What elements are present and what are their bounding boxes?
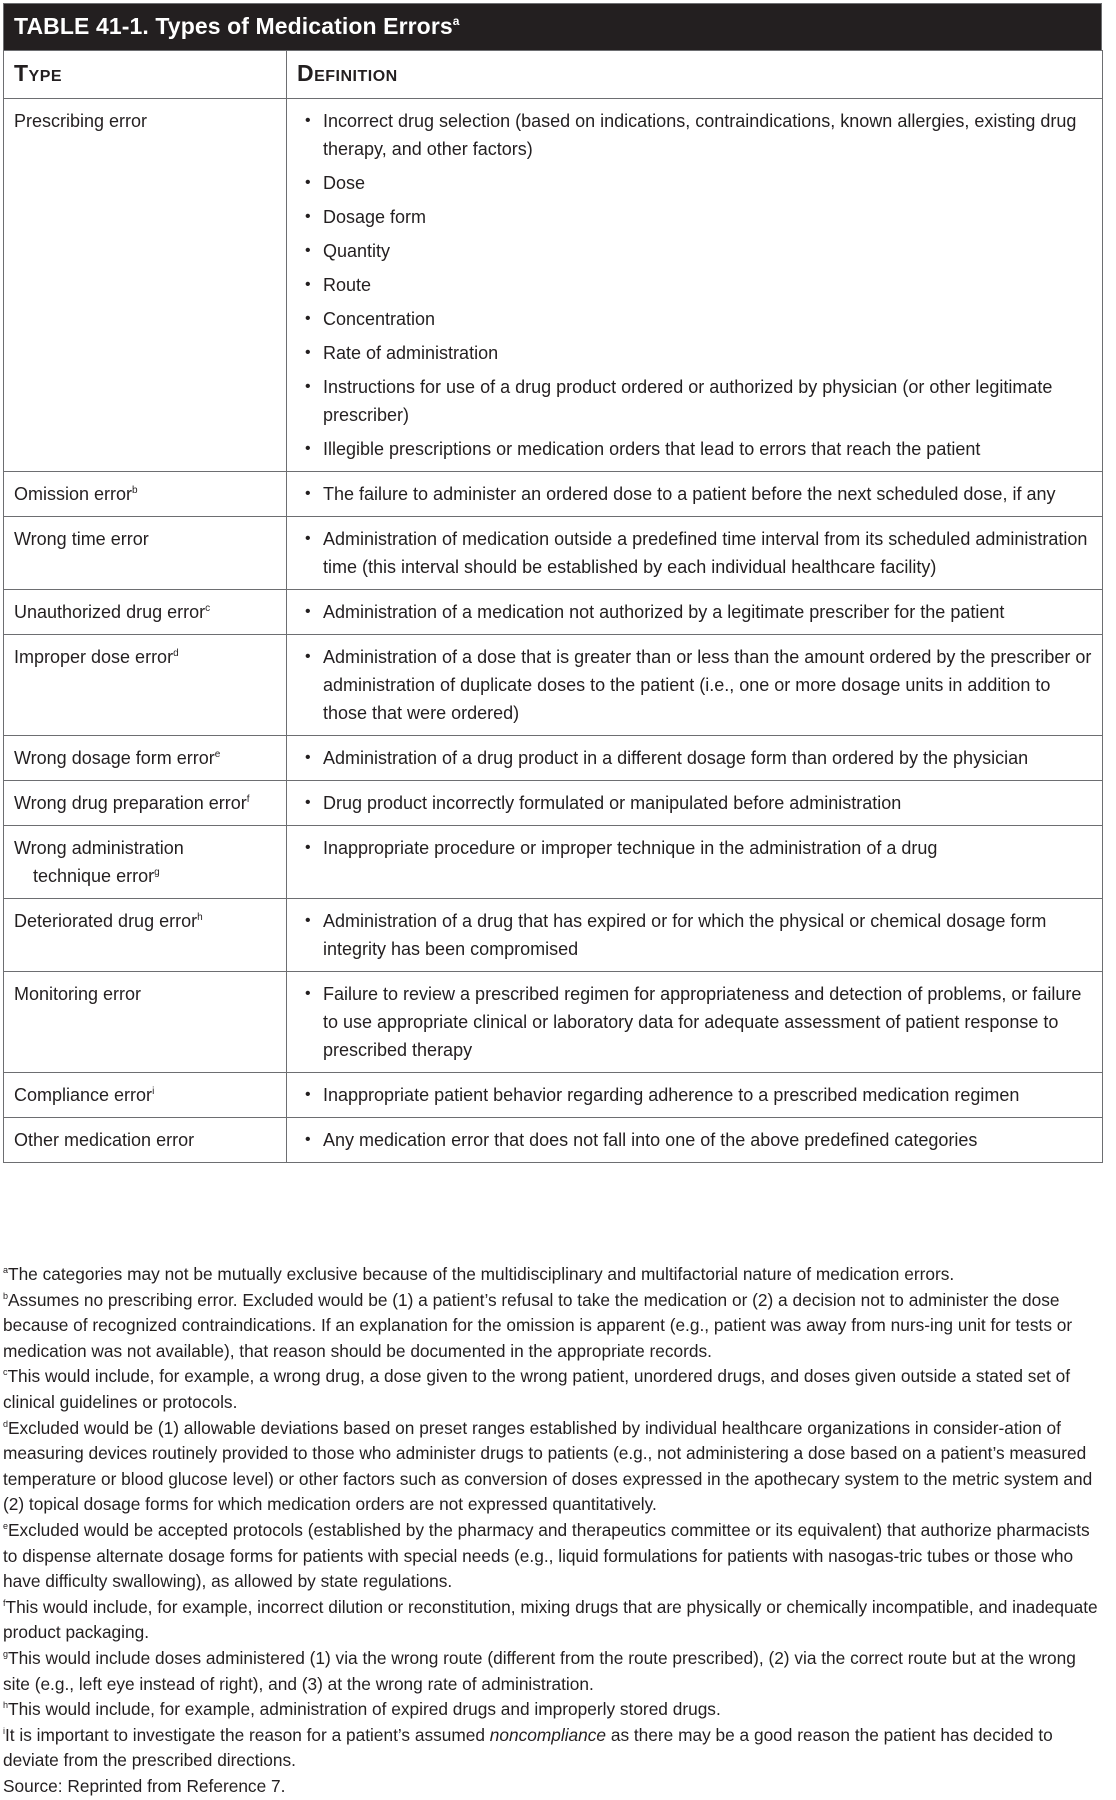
error-type-label: Wrong dosage form error	[14, 748, 215, 768]
definition-item	[297, 203, 1092, 231]
error-type-cell	[4, 736, 287, 781]
bullet-icon: •	[305, 794, 311, 811]
error-type-label: Prescribing error	[14, 111, 148, 131]
bullet-icon: •	[305, 485, 311, 502]
error-type-label: Wrong administration	[14, 838, 184, 858]
definition-item	[297, 643, 1092, 727]
definition-item	[297, 907, 1092, 963]
bullet-icon: •	[305, 208, 311, 225]
column-header-definition: Definition	[287, 51, 1103, 99]
bullet-icon: •	[305, 344, 311, 361]
definition-text: Any medication error that does not fall into one of the above predefined categories	[323, 1130, 978, 1150]
definition-item	[297, 169, 1092, 197]
table-row	[4, 517, 1103, 590]
footnote-text: as there may be a good reason the patient has decided to deviate from the prescribed directions.	[3, 1724, 1053, 1771]
footnote-g	[3, 1646, 1103, 1697]
footnote-text: The categories may not be mutually exclusive because of the multidisciplinary and multifactorial nature of medication errors.	[8, 1264, 955, 1284]
definition-item	[297, 834, 1092, 862]
table-row	[4, 1073, 1103, 1118]
bullet-icon: •	[305, 1086, 311, 1103]
table-title	[3, 3, 1102, 50]
column-header-type: Type	[4, 51, 287, 99]
definition-list	[297, 598, 1092, 626]
definition-item	[297, 107, 1092, 163]
bullet-icon: •	[305, 440, 311, 457]
table-row	[4, 590, 1103, 635]
definition-cell	[287, 1118, 1103, 1163]
footnote-mark: b	[132, 485, 138, 496]
definition-item	[297, 980, 1092, 1064]
definition-item	[297, 339, 1092, 367]
footnote-text: This would include, for example, incorrect dilution or reconstitution, mixing drugs that are physically or chemically incompatible, and inadequate product packaging.	[3, 1596, 1098, 1643]
bullet-icon: •	[305, 648, 311, 665]
bullet-icon: •	[305, 112, 311, 129]
footnote-mark: h	[3, 1700, 9, 1711]
header-row	[4, 51, 1103, 99]
footnote-text: It is important to investigate the reason for a patient’s assumed	[5, 1724, 490, 1745]
error-type-label: Wrong time error	[14, 529, 149, 549]
error-type-cell	[4, 1073, 287, 1118]
definition-cell	[287, 781, 1103, 826]
definition-cell	[287, 972, 1103, 1073]
table-row	[4, 472, 1103, 517]
table-row	[4, 635, 1103, 736]
error-type-label: Improper dose error	[14, 647, 174, 667]
footnote-mark: f	[246, 794, 250, 805]
error-type-label-continued	[14, 862, 276, 890]
definition-text: Inappropriate procedure or improper technique in the administration of a drug	[323, 838, 938, 858]
footnote-mark: d	[3, 1418, 9, 1429]
error-type-label-line2: technique error	[33, 866, 155, 886]
footnote-a	[3, 1262, 1103, 1288]
error-type-label: Other medication error	[14, 1130, 195, 1150]
error-type-cell	[4, 972, 287, 1073]
footnote-c	[3, 1364, 1103, 1415]
title-footnote-mark: a	[452, 14, 460, 28]
footnote-text: Excluded would be accepted protocols (established by the pharmacy and therapeutics committee or its equivalent) that authorize pharmacists to dispense alternate dosage forms for patients with special needs (e.g., liquid formulations for patients with nasogas-tric tubes or those who have difficulty swallowing), as allowed by state regulations.	[3, 1519, 1090, 1592]
footnote-mark: h	[197, 912, 203, 923]
bullet-icon: •	[305, 839, 311, 856]
error-type-cell	[4, 781, 287, 826]
definition-cell	[287, 736, 1103, 781]
bullet-icon: •	[305, 530, 311, 547]
footnote-i	[3, 1723, 1103, 1774]
footnote-d	[3, 1416, 1103, 1518]
definition-item	[297, 271, 1092, 299]
definition-cell	[287, 590, 1103, 635]
definition-list	[297, 744, 1092, 772]
bullet-icon: •	[305, 310, 311, 327]
definition-text: Illegible prescriptions or medication orders that lead to errors that reach the patient	[323, 439, 981, 459]
definition-item	[297, 480, 1092, 508]
bullet-icon: •	[305, 912, 311, 929]
definition-text: Instructions for use of a drug product ordered or authorized by physician (or other legitimate prescriber)	[323, 377, 1053, 425]
footnote-text: This would include, for example, administration of expired drugs and improperly stored drugs.	[8, 1699, 721, 1720]
bullet-icon: •	[305, 276, 311, 293]
definition-text: Concentration	[323, 309, 436, 329]
table-row	[4, 826, 1103, 899]
footnote-mark: d	[173, 648, 179, 659]
error-type-label: Compliance error	[14, 1085, 153, 1105]
bullet-icon: •	[305, 985, 311, 1002]
error-type-label: Monitoring error	[14, 984, 142, 1004]
definition-text: Inappropriate patient behavior regarding adherence to a prescribed medication regimen	[323, 1085, 1020, 1105]
definition-text: Administration of a medication not authorized by a legitimate prescriber for the patient	[323, 602, 1005, 622]
bullet-icon: •	[305, 603, 311, 620]
footnote-mark: i	[152, 1086, 155, 1097]
definition-item	[297, 598, 1092, 626]
error-type-label: Unauthorized drug error	[14, 602, 206, 622]
definition-text: Route	[323, 275, 372, 295]
definition-text: The failure to administer an ordered dose to a patient before the next scheduled dose, if any	[323, 484, 1056, 504]
footnote-text: Excluded would be (1) allowable deviations based on preset ranges established by individual healthcare organizations in consider-ation of measuring devices routinely provided to those who administer drugs to patients (e.g., not administering a dose based on a patient’s measured temperature or blood glucose level) or other factors such as conversion of doses expressed in the apothecary system to the metric system and (2) topical dosage forms for which medication orders are not expressed quantitatively.	[3, 1417, 1093, 1515]
footnote-mark: f	[3, 1597, 6, 1608]
footnote-mark: e	[214, 749, 221, 760]
definition-cell	[287, 99, 1103, 472]
definition-list	[297, 107, 1092, 463]
footnote-mark: g	[3, 1648, 9, 1659]
footnote-mark: a	[3, 1265, 9, 1275]
definition-item	[297, 1126, 1092, 1154]
definition-text: Administration of medication outside a predefined time interval from its scheduled administration time (this interval should be established by each individual healthcare facility)	[323, 529, 1088, 577]
definition-cell	[287, 1073, 1103, 1118]
definition-item	[297, 789, 1092, 817]
footnote-mark: c	[3, 1367, 8, 1378]
error-type-cell	[4, 517, 287, 590]
source-citation: Source: Reprinted from Reference 7.	[3, 1775, 286, 1796]
bullet-icon: •	[305, 1131, 311, 1148]
table-row	[4, 899, 1103, 972]
table-row	[4, 972, 1103, 1073]
footnote-mark: b	[3, 1290, 9, 1301]
definition-text: Drug product incorrectly formulated or manipulated before administration	[323, 793, 902, 813]
error-type-label: Deteriorated drug error	[14, 911, 198, 931]
medication-errors-table	[3, 3, 1102, 1163]
definition-list	[297, 789, 1092, 817]
definition-cell	[287, 826, 1103, 899]
definition-text: Quantity	[323, 241, 391, 261]
definition-item	[297, 1081, 1092, 1109]
definition-list	[297, 643, 1092, 727]
error-type-cell	[4, 635, 287, 736]
definition-cell	[287, 635, 1103, 736]
definition-text: Dosage form	[323, 207, 427, 227]
error-type-cell	[4, 826, 287, 899]
definition-list	[297, 907, 1092, 963]
table-row	[4, 99, 1103, 472]
definition-text: Administration of a dose that is greater than or less than the amount ordered by the prescriber or administration of duplicate doses to the patient (i.e., one or more dosage units in addition to those that were ordered)	[323, 647, 1092, 723]
error-type-cell	[4, 1118, 287, 1163]
footnote-mark: i	[3, 1725, 5, 1736]
error-type-label: Omission error	[14, 484, 133, 504]
errors-table	[3, 50, 1103, 1163]
definition-item	[297, 305, 1092, 333]
definition-text: Rate of administration	[323, 343, 499, 363]
definition-list	[297, 980, 1092, 1064]
table-row	[4, 1118, 1103, 1163]
error-type-cell	[4, 590, 287, 635]
table-body	[4, 99, 1103, 1163]
definition-item	[297, 435, 1092, 463]
definition-text: Failure to review a prescribed regimen for appropriateness and detection of problems, or failure to use appropriate clinical or laboratory data for adequate assessment of patient response to prescribed therapy	[323, 984, 1082, 1060]
definition-item	[297, 744, 1092, 772]
footnote-mark: c	[205, 603, 211, 614]
definition-text: Administration of a drug that has expired or for which the physical or chemical dosage form integrity has been compromised	[323, 911, 1047, 959]
footnote-emphasis: noncompliance	[489, 1724, 607, 1745]
footnote-text: Assumes no prescribing error. Excluded would be (1) a patient’s refusal to take the medication or (2) a decision not to administer the dose because of recognized contraindications. If an explanation for the omission is apparent (e.g., patient was away from nurs-ing unit for tests or medication was not available), that reason should be documented in the appropriate records.	[3, 1289, 1073, 1361]
bullet-icon: •	[305, 242, 311, 259]
definition-cell	[287, 517, 1103, 590]
definition-list	[297, 525, 1092, 581]
definition-list	[297, 1126, 1092, 1154]
definition-cell	[287, 472, 1103, 517]
footnote-mark: e	[3, 1520, 9, 1531]
definition-item	[297, 373, 1092, 429]
definition-item	[297, 525, 1092, 581]
definition-item	[297, 237, 1092, 265]
definition-list	[297, 1081, 1092, 1109]
definition-text: Dose	[323, 173, 366, 193]
footnote-e	[3, 1518, 1103, 1595]
footnote-f	[3, 1595, 1103, 1646]
bullet-icon: •	[305, 174, 311, 191]
footnote-h	[3, 1697, 1103, 1723]
table-row	[4, 736, 1103, 781]
table-title-text: TABLE 41-1. Types of Medication Errors	[14, 13, 453, 39]
error-type-cell	[4, 472, 287, 517]
definition-cell	[287, 899, 1103, 972]
definition-text: Incorrect drug selection (based on indications, contraindications, known allergies, existing drug therapy, and other factors)	[323, 111, 1077, 159]
footnote-text: This would include doses administered (1) via the wrong route (different from the route prescribed), (2) via the correct route but at the wrong site (e.g., left eye instead of right), and (3) at the wrong rate of administration.	[3, 1647, 1076, 1694]
definition-list	[297, 480, 1092, 508]
definition-list	[297, 834, 1092, 862]
table-row	[4, 781, 1103, 826]
footnote-b	[3, 1288, 1103, 1365]
error-type-cell	[4, 899, 287, 972]
error-type-cell	[4, 99, 287, 472]
footnote-mark: g	[154, 867, 160, 878]
error-type-label: Wrong drug preparation error	[14, 793, 247, 813]
footnotes	[3, 1262, 1103, 1799]
definition-text: Administration of a drug product in a different dosage form than ordered by the physician	[323, 748, 1029, 768]
bullet-icon: •	[305, 749, 311, 766]
bullet-icon: •	[305, 378, 311, 395]
footnote-text: This would include, for example, a wrong drug, a dose given to the wrong patient, unordered drugs, and doses given outside a stated set of clinical guidelines or protocols.	[3, 1366, 1070, 1412]
